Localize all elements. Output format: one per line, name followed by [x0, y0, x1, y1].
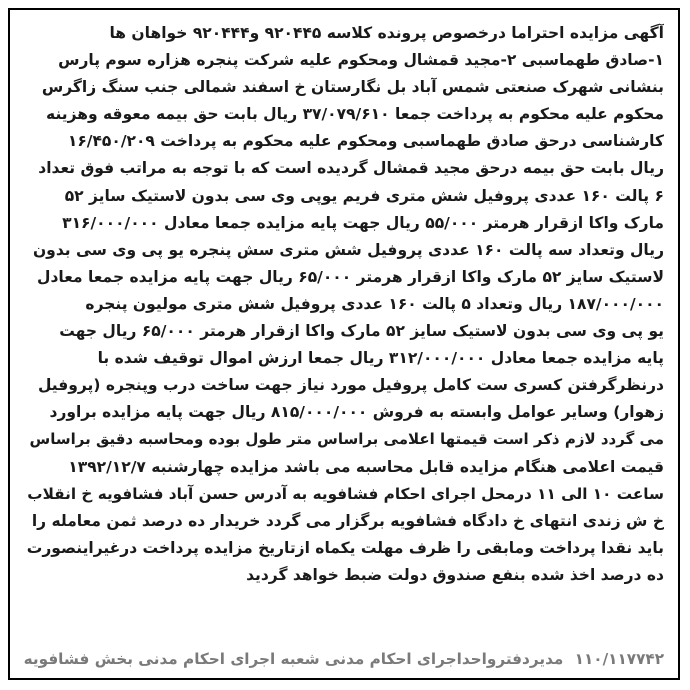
notice-line: می گردد لازم ذکر است قیمتها اعلامی براساس متر طول بوده ومحاسبه دقیق براساس	[29, 430, 664, 449]
notice-footer	[24, 648, 664, 670]
notice-line: ساعت ۱۰ الی ۱۱ درمحل اجرای احکام فشافویه به آدرس حسن آباد فشافویه خ انقلاب	[27, 484, 664, 503]
notice-line: باید نقدا پرداخت ومابقی را ظرف مهلت یکماه ازتاریخ مزایده پرداخت درغیراینصورت	[26, 538, 664, 557]
notice-line: کارشناسی درحق صادق طهماسبی ومحکوم علیه محکوم به پرداخت ۱۶/۴۵۰/۲۰۹	[67, 132, 664, 151]
notice-line: محکوم علیه محکوم به پرداخت جمعا ۳۷/۰۷۹/۶۱۰ ریال بابت حق بیمه معوقه وهزینه	[46, 105, 664, 124]
notice-line: خ ش زندی انتهای خ دادگاه فشافویه برگزار می گردد خریدار ده درصد ثمن معامله را	[31, 511, 664, 530]
notice-line: ده درصد اخذ شده بنفع صندوق دولت ضبط خواهد گردید	[246, 565, 664, 584]
notice-line: ریال بابت حق بیمه درحق مجید قمشال گردیده است که با توجه به مراتب فوق تعداد	[38, 159, 664, 178]
notice-line: یو پی وی سی بدون لاستیک سایز ۵۲ مارک واکا ازقرار هرمتر ۶۵/۰۰۰ ریال جهت	[59, 322, 664, 341]
notice-signature: مدیردفترواحداجرای احکام مدنی شعبه اجرای احکام مدنی بخش فشافویه	[24, 650, 564, 668]
notice-line: ۱-صادق طهماسبی ۲-مجید قمشال ومحکوم علیه شرکت پنجره هزاره سوم پارس	[58, 51, 664, 70]
notice-line: زهوار) وسایر عوامل وابسته به فروش ۸۱۵/۰۰۰/۰۰۰ ریال جهت پایه مزایده براورد	[49, 403, 664, 422]
notice-line: ۱۸۷/۰۰۰/۰۰۰ ریال وتعداد ۵ پالت ۱۶۰ عددی پروفیل شش متری مولیون پنجره	[85, 294, 664, 313]
notice-line: آگهی مزایده احتراما درخصوص پرونده کلاسه ۹۲۰۴۴۵ و۹۲۰۴۴۴ خواهان ها	[109, 24, 664, 42]
notice-line: درنظرگرفتن کسری ست کامل پروفیل مورد نیاز جهت ساخت درب وپنجره (پروفیل	[37, 376, 664, 395]
notice-line: پایه مزایده جمعا معادل ۳۱۲/۰۰۰/۰۰۰ ریال جمعا ارزش اموال توقیف شده با	[97, 349, 664, 368]
notice-line: قیمت اعلامی هنگام مزایده قابل محاسبه می باشد مزایده چهارشنبه ۱۳۹۲/۱۲/۷	[68, 457, 664, 476]
notice-line: ریال وتعداد سه پالت ۱۶۰ عددی پروفیل شش متری سش پنجره یو پی وی سی بدون	[32, 240, 664, 259]
legal-notice-box	[8, 8, 680, 680]
notice-line: مارک واکا ازقرار هرمتر ۵۵/۰۰۰ ریال جهت پایه مزایده جمعا معادل ۳۱۶/۰۰۰/۰۰۰	[62, 213, 664, 232]
notice-reference-number: ۱۱۰/۱۱۷۷۴۲	[574, 650, 664, 668]
notice-line: لاستیک سایز ۵۲ مارک واکا ازقرار هرمتر ۶۵/۰۰۰ ریال جهت پایه مزایده جمعا معادل	[37, 267, 664, 286]
notice-body	[24, 20, 664, 589]
notice-line: بنشانی شهرک صنعتی شمس آباد بل نگارستان خ اسفند شمالی جنب سنگ زاگرس	[41, 78, 664, 97]
notice-line: ۶ پالت ۱۶۰ عددی پروفیل شش متری فریم یوپی وی سی بدون لاستیک سایز ۵۲	[64, 186, 664, 205]
